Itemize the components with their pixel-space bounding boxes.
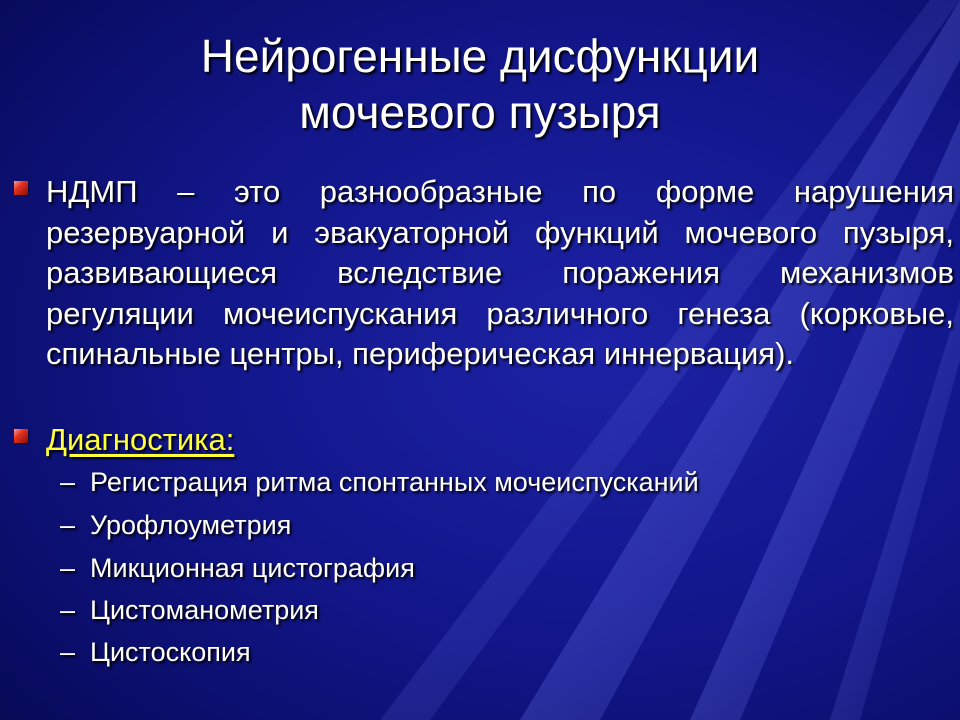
dash-marker: –: [60, 467, 76, 497]
red-square-bullet-icon: [14, 429, 28, 443]
red-square-bullet-icon: [14, 181, 28, 195]
dash-marker: –: [60, 637, 76, 667]
diagnostics-heading-text: Диагностика:: [46, 422, 235, 457]
diagnostics-heading: [46, 420, 954, 461]
diagnostics-item: [60, 509, 291, 541]
diagnostics-item-text: Урофлоуметрия: [90, 510, 292, 540]
diagnostics-item: [60, 636, 251, 668]
title-line-1: Нейрогенные дисфункции: [200, 30, 760, 82]
diagnostics-item-text: Регистрация ритма спонтанных мочеиспусканий: [90, 467, 699, 497]
definition-text: НДМП – это разнообразные по форме нарушения резервуарной и эвакуаторной функций мочевого пузыря, развивающиеся вследствие поражения механизмов регуляции мочеиспускания различного генеза (корковые, спинальные центры, периферическая иннервация).: [46, 174, 954, 371]
definition-bullet: [14, 172, 954, 375]
diagnostics-item-text: Цистоманометрия: [90, 595, 319, 625]
diagnostics-item-text: Микционная цистография: [90, 553, 415, 583]
diagnostics-item: [60, 466, 699, 498]
diagnostics-item-text: Цистоскопия: [90, 637, 251, 667]
diagnostics-item: [60, 552, 415, 584]
title-line-2: мочевого пузыря: [299, 86, 661, 138]
dash-marker: –: [60, 510, 76, 540]
diagnostics-bullet: [14, 420, 954, 461]
diagnostics-item: [60, 594, 319, 626]
slide-title: [0, 28, 960, 140]
dash-marker: –: [60, 595, 76, 625]
dash-marker: –: [60, 553, 76, 583]
